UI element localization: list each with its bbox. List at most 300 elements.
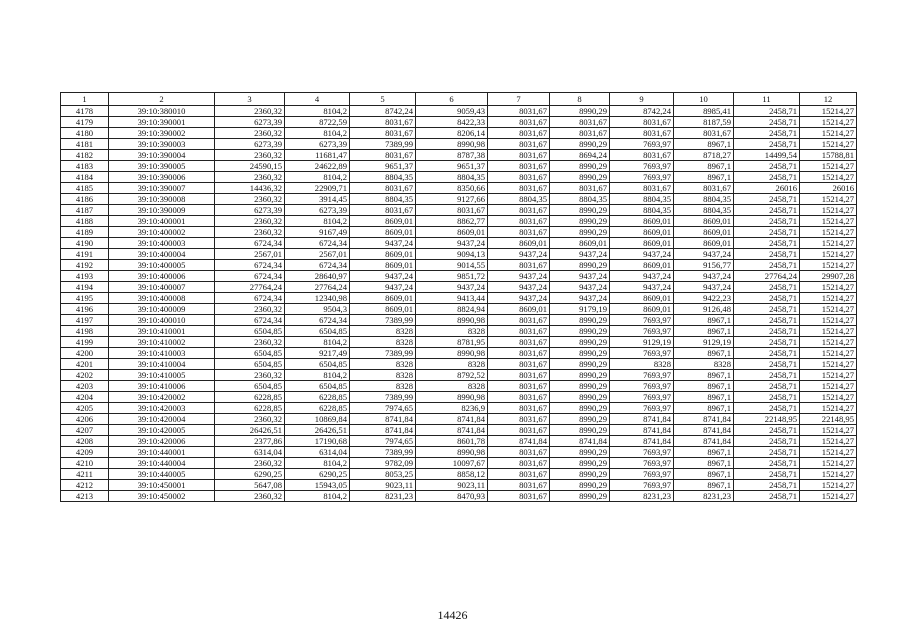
value-cell: 8609,01 (350, 304, 416, 315)
value-cell: 8967,1 (674, 381, 734, 392)
value-cell: 2458,71 (734, 282, 800, 293)
value-cell: 8231,23 (350, 491, 416, 502)
value-cell: 8328 (416, 326, 488, 337)
data-table-container (60, 92, 854, 502)
value-cell: 15214,27 (800, 260, 857, 271)
value-cell: 8781,95 (416, 337, 488, 348)
value-cell: 8031,67 (488, 458, 550, 469)
cadastral-number-cell: 39:10:380010 (109, 106, 215, 117)
value-cell: 8031,67 (488, 161, 550, 172)
value-cell: 15214,27 (800, 370, 857, 381)
table-row (61, 392, 857, 403)
value-cell: 2458,71 (734, 238, 800, 249)
value-cell: 8990,29 (550, 469, 610, 480)
value-cell: 8990,29 (550, 370, 610, 381)
table-row (61, 205, 857, 216)
value-cell: 8990,98 (416, 139, 488, 150)
cadastral-number-cell: 39:10:400002 (109, 227, 215, 238)
value-cell: 8104,2 (285, 458, 350, 469)
row-number-cell: 4178 (61, 106, 109, 117)
value-cell: 8741,84 (610, 436, 674, 447)
column-header: 7 (488, 93, 550, 106)
value-cell: 7693,97 (610, 161, 674, 172)
value-cell: 8990,29 (550, 106, 610, 117)
value-cell: 15214,27 (800, 194, 857, 205)
table-row (61, 491, 857, 502)
cadastral-number-cell: 39:10:390009 (109, 205, 215, 216)
value-cell: 8741,84 (674, 414, 734, 425)
row-number-cell: 4201 (61, 359, 109, 370)
value-cell: 9127,66 (416, 194, 488, 205)
value-cell: 6314,04 (285, 447, 350, 458)
value-cell: 9156,77 (674, 260, 734, 271)
value-cell: 2360,32 (215, 128, 285, 139)
cadastral-number-cell: 39:10:410003 (109, 348, 215, 359)
value-cell: 8031,67 (488, 139, 550, 150)
value-cell: 6273,39 (215, 117, 285, 128)
value-cell: 8031,67 (610, 117, 674, 128)
value-cell: 8031,67 (550, 183, 610, 194)
row-number-cell: 4185 (61, 183, 109, 194)
table-row (61, 326, 857, 337)
value-cell: 2360,32 (215, 370, 285, 381)
value-cell: 15214,27 (800, 139, 857, 150)
value-cell: 7693,97 (610, 381, 674, 392)
table-row (61, 238, 857, 249)
value-cell: 8609,01 (674, 227, 734, 238)
cadastral-number-cell: 39:10:390004 (109, 150, 215, 161)
value-cell: 8104,2 (285, 128, 350, 139)
value-cell: 8206,14 (416, 128, 488, 139)
value-cell: 8858,12 (416, 469, 488, 480)
value-cell: 8104,2 (285, 491, 350, 502)
table-row (61, 282, 857, 293)
value-cell: 15214,27 (800, 249, 857, 260)
row-number-cell: 4192 (61, 260, 109, 271)
value-cell: 8350,66 (416, 183, 488, 194)
value-cell: 9437,24 (350, 271, 416, 282)
value-cell: 8741,84 (610, 425, 674, 436)
value-cell: 8967,1 (674, 392, 734, 403)
value-cell: 6724,34 (285, 260, 350, 271)
value-cell: 8609,01 (610, 216, 674, 227)
value-cell: 6273,39 (215, 205, 285, 216)
cadastral-number-cell: 39:10:390005 (109, 161, 215, 172)
value-cell: 6724,34 (215, 293, 285, 304)
value-cell: 9437,24 (550, 293, 610, 304)
table-row (61, 425, 857, 436)
table-row (61, 348, 857, 359)
value-cell: 8104,2 (285, 106, 350, 117)
table-row (61, 447, 857, 458)
row-number-cell: 4206 (61, 414, 109, 425)
value-cell: 8742,24 (610, 106, 674, 117)
cadastral-number-cell: 39:10:410006 (109, 381, 215, 392)
value-cell: 15214,27 (800, 117, 857, 128)
value-cell: 9437,24 (488, 282, 550, 293)
value-cell: 8031,67 (488, 480, 550, 491)
cadastral-number-cell: 39:10:400007 (109, 282, 215, 293)
cadastral-number-cell: 39:10:440004 (109, 458, 215, 469)
value-cell: 6228,85 (215, 392, 285, 403)
value-cell: 22909,71 (285, 183, 350, 194)
value-cell: 8990,29 (550, 480, 610, 491)
value-cell: 8804,35 (488, 194, 550, 205)
value-cell: 7389,99 (350, 348, 416, 359)
value-cell: 6504,85 (215, 359, 285, 370)
value-cell: 8031,67 (488, 315, 550, 326)
value-cell: 15214,27 (800, 381, 857, 392)
value-cell: 8236,9 (416, 403, 488, 414)
value-cell: 6273,39 (285, 205, 350, 216)
row-number-cell: 4205 (61, 403, 109, 414)
value-cell: 7693,97 (610, 458, 674, 469)
value-cell: 6228,85 (285, 403, 350, 414)
value-cell: 2458,71 (734, 117, 800, 128)
cadastral-number-cell: 39:10:420002 (109, 392, 215, 403)
row-number-cell: 4198 (61, 326, 109, 337)
column-header: 8 (550, 93, 610, 106)
value-cell: 8792,52 (416, 370, 488, 381)
table-row (61, 293, 857, 304)
value-cell: 15214,27 (800, 227, 857, 238)
value-cell: 15788,81 (800, 150, 857, 161)
value-cell: 8104,2 (285, 370, 350, 381)
value-cell: 6724,34 (285, 315, 350, 326)
table-row (61, 161, 857, 172)
value-cell: 15214,27 (800, 403, 857, 414)
value-cell: 12340,98 (285, 293, 350, 304)
value-cell: 7693,97 (610, 403, 674, 414)
value-cell: 8722,59 (285, 117, 350, 128)
value-cell: 2360,32 (215, 216, 285, 227)
table-row (61, 337, 857, 348)
value-cell: 9437,24 (674, 249, 734, 260)
cadastral-number-cell: 39:10:420005 (109, 425, 215, 436)
value-cell: 8804,35 (350, 172, 416, 183)
value-cell: 15214,27 (800, 161, 857, 172)
value-cell: 8609,01 (610, 293, 674, 304)
value-cell: 8328 (350, 381, 416, 392)
cadastral-number-cell: 39:10:410005 (109, 370, 215, 381)
table-row (61, 315, 857, 326)
value-cell: 22148,95 (800, 414, 857, 425)
row-number-cell: 4194 (61, 282, 109, 293)
value-cell: 2458,71 (734, 304, 800, 315)
value-cell: 2458,71 (734, 359, 800, 370)
value-cell: 8104,2 (285, 216, 350, 227)
value-cell: 27764,24 (285, 282, 350, 293)
value-cell: 9059,43 (416, 106, 488, 117)
value-cell: 15214,27 (800, 491, 857, 502)
value-cell: 15214,27 (800, 106, 857, 117)
value-cell: 15214,27 (800, 128, 857, 139)
value-cell: 8031,67 (488, 172, 550, 183)
table-row (61, 458, 857, 469)
value-cell: 6504,85 (215, 381, 285, 392)
row-number-cell: 4208 (61, 436, 109, 447)
value-cell: 17190,68 (285, 436, 350, 447)
value-cell: 6504,85 (285, 381, 350, 392)
value-cell: 9437,24 (550, 271, 610, 282)
cadastral-number-cell: 39:10:400010 (109, 315, 215, 326)
table-row (61, 117, 857, 128)
value-cell: 2458,71 (734, 458, 800, 469)
row-number-cell: 4191 (61, 249, 109, 260)
value-cell: 6504,85 (285, 359, 350, 370)
value-cell: 7693,97 (610, 315, 674, 326)
table-row (61, 106, 857, 117)
value-cell: 6228,85 (285, 392, 350, 403)
value-cell: 8741,84 (610, 414, 674, 425)
value-cell: 8422,33 (416, 117, 488, 128)
value-cell: 8609,01 (610, 227, 674, 238)
value-cell: 8990,29 (550, 216, 610, 227)
value-cell: 7693,97 (610, 370, 674, 381)
table-row (61, 414, 857, 425)
value-cell: 8609,01 (610, 304, 674, 315)
value-cell: 8990,29 (550, 425, 610, 436)
value-cell: 2458,71 (734, 425, 800, 436)
value-cell: 6314,04 (215, 447, 285, 458)
value-cell: 2458,71 (734, 139, 800, 150)
value-cell: 9217,49 (285, 348, 350, 359)
value-cell: 8967,1 (674, 403, 734, 414)
value-cell: 2567,01 (285, 249, 350, 260)
value-cell: 8741,84 (488, 436, 550, 447)
column-header: 2 (109, 93, 215, 106)
table-row (61, 249, 857, 260)
value-cell: 8328 (416, 381, 488, 392)
value-cell: 8967,1 (674, 139, 734, 150)
value-cell: 8187,59 (674, 117, 734, 128)
value-cell: 7693,97 (610, 326, 674, 337)
cadastral-number-cell: 39:10:420004 (109, 414, 215, 425)
value-cell: 2458,71 (734, 469, 800, 480)
value-cell: 8031,67 (550, 128, 610, 139)
value-cell: 8031,67 (488, 414, 550, 425)
table-row (61, 370, 857, 381)
value-cell: 9023,11 (350, 480, 416, 491)
value-cell: 9782,09 (350, 458, 416, 469)
value-cell: 8990,29 (550, 139, 610, 150)
row-number-cell: 4209 (61, 447, 109, 458)
value-cell: 8031,67 (488, 425, 550, 436)
value-cell: 9179,19 (550, 304, 610, 315)
value-cell: 8031,67 (488, 205, 550, 216)
value-cell: 2360,32 (215, 106, 285, 117)
value-cell: 7974,65 (350, 436, 416, 447)
value-cell: 2458,71 (734, 227, 800, 238)
row-number-cell: 4188 (61, 216, 109, 227)
column-header: 5 (350, 93, 416, 106)
column-header: 10 (674, 93, 734, 106)
value-cell: 8031,67 (488, 359, 550, 370)
value-cell: 7389,99 (350, 315, 416, 326)
value-cell: 7693,97 (610, 469, 674, 480)
value-cell: 8741,84 (350, 425, 416, 436)
value-cell: 9651,37 (350, 161, 416, 172)
value-cell: 7693,97 (610, 348, 674, 359)
value-cell: 8990,98 (416, 315, 488, 326)
cadastral-number-cell: 39:10:400001 (109, 216, 215, 227)
value-cell: 9437,24 (674, 282, 734, 293)
row-number-cell: 4203 (61, 381, 109, 392)
table-header-row (61, 93, 857, 106)
cadastral-number-cell: 39:10:420003 (109, 403, 215, 414)
value-cell: 28640,97 (285, 271, 350, 282)
value-cell: 2458,71 (734, 370, 800, 381)
value-cell: 2458,71 (734, 403, 800, 414)
value-cell: 6504,85 (285, 326, 350, 337)
value-cell: 15214,27 (800, 359, 857, 370)
value-cell: 8967,1 (674, 469, 734, 480)
value-cell: 26426,51 (285, 425, 350, 436)
value-cell: 2458,71 (734, 315, 800, 326)
value-cell: 15214,27 (800, 447, 857, 458)
value-cell: 6724,34 (215, 260, 285, 271)
cadastral-number-cell: 39:10:400009 (109, 304, 215, 315)
value-cell: 8031,67 (350, 128, 416, 139)
value-cell: 8718,27 (674, 150, 734, 161)
value-cell: 9413,44 (416, 293, 488, 304)
row-number-cell: 4190 (61, 238, 109, 249)
column-header: 6 (416, 93, 488, 106)
value-cell: 8990,29 (550, 447, 610, 458)
value-cell: 26016 (800, 183, 857, 194)
value-cell: 8990,29 (550, 315, 610, 326)
row-number-cell: 4196 (61, 304, 109, 315)
value-cell: 8328 (610, 359, 674, 370)
table-row (61, 469, 857, 480)
column-header: 4 (285, 93, 350, 106)
value-cell: 8031,67 (488, 447, 550, 458)
value-cell: 2458,71 (734, 216, 800, 227)
table-row (61, 183, 857, 194)
value-cell: 8031,67 (488, 370, 550, 381)
value-cell: 15214,27 (800, 458, 857, 469)
cadastral-number-cell: 39:10:390002 (109, 128, 215, 139)
row-number-cell: 4184 (61, 172, 109, 183)
value-cell: 8031,67 (488, 392, 550, 403)
column-header: 11 (734, 93, 800, 106)
value-cell: 2360,32 (215, 304, 285, 315)
cadastral-number-cell: 39:10:390003 (109, 139, 215, 150)
table-row (61, 359, 857, 370)
value-cell: 8990,29 (550, 491, 610, 502)
value-cell: 9023,11 (416, 480, 488, 491)
value-cell: 15214,27 (800, 293, 857, 304)
row-number-cell: 4193 (61, 271, 109, 282)
value-cell: 8804,35 (350, 194, 416, 205)
value-cell: 6724,34 (215, 238, 285, 249)
value-cell: 10869,84 (285, 414, 350, 425)
row-number-cell: 4189 (61, 227, 109, 238)
value-cell: 14436,32 (215, 183, 285, 194)
value-cell: 15214,27 (800, 282, 857, 293)
value-cell: 15214,27 (800, 205, 857, 216)
value-cell: 8031,67 (488, 183, 550, 194)
value-cell: 9129,19 (610, 337, 674, 348)
value-cell: 7389,99 (350, 392, 416, 403)
column-header: 1 (61, 93, 109, 106)
value-cell: 2360,32 (215, 194, 285, 205)
value-cell: 8741,84 (674, 436, 734, 447)
value-cell: 6724,34 (285, 238, 350, 249)
row-number-cell: 4180 (61, 128, 109, 139)
value-cell: 2458,71 (734, 381, 800, 392)
value-cell: 8031,67 (488, 128, 550, 139)
value-cell: 9437,24 (488, 293, 550, 304)
value-cell: 8104,2 (285, 172, 350, 183)
value-cell: 8787,38 (416, 150, 488, 161)
value-cell: 8609,01 (350, 260, 416, 271)
table-row (61, 172, 857, 183)
value-cell: 8328 (350, 337, 416, 348)
value-cell: 8031,67 (550, 117, 610, 128)
value-cell: 8985,41 (674, 106, 734, 117)
value-cell: 8328 (674, 359, 734, 370)
value-cell: 15214,27 (800, 469, 857, 480)
value-cell: 8990,98 (416, 348, 488, 359)
value-cell: 2458,71 (734, 392, 800, 403)
value-cell: 8990,29 (550, 227, 610, 238)
value-cell: 2360,32 (215, 150, 285, 161)
value-cell: 7389,99 (350, 447, 416, 458)
value-cell: 8967,1 (674, 161, 734, 172)
row-number-cell: 4200 (61, 348, 109, 359)
value-cell: 26426,51 (215, 425, 285, 436)
value-cell: 9437,24 (350, 282, 416, 293)
value-cell: 8031,67 (488, 337, 550, 348)
table-row (61, 194, 857, 205)
value-cell: 6724,34 (215, 315, 285, 326)
value-cell: 8609,01 (488, 238, 550, 249)
column-header: 9 (610, 93, 674, 106)
value-cell: 8967,1 (674, 370, 734, 381)
value-cell: 8824,94 (416, 304, 488, 315)
value-cell: 8031,67 (488, 403, 550, 414)
value-cell: 2458,71 (734, 106, 800, 117)
row-number-cell: 4210 (61, 458, 109, 469)
value-cell: 7693,97 (610, 392, 674, 403)
value-cell: 2458,71 (734, 128, 800, 139)
cadastral-value-table (60, 92, 857, 502)
cadastral-number-cell: 39:10:440005 (109, 469, 215, 480)
row-number-cell: 4202 (61, 370, 109, 381)
value-cell: 8741,84 (674, 425, 734, 436)
value-cell: 8804,35 (610, 194, 674, 205)
value-cell: 8231,23 (674, 491, 734, 502)
value-cell: 8862,77 (416, 216, 488, 227)
value-cell: 6504,85 (215, 326, 285, 337)
value-cell: 2360,32 (215, 337, 285, 348)
value-cell: 8990,98 (416, 392, 488, 403)
value-cell: 6724,34 (215, 271, 285, 282)
value-cell: 29907,28 (800, 271, 857, 282)
value-cell: 6290,25 (215, 469, 285, 480)
value-cell: 8967,1 (674, 480, 734, 491)
cadastral-number-cell: 39:10:390008 (109, 194, 215, 205)
value-cell: 8741,84 (350, 414, 416, 425)
value-cell: 2458,71 (734, 447, 800, 458)
value-cell: 9437,24 (610, 282, 674, 293)
value-cell: 8804,35 (550, 194, 610, 205)
cadastral-number-cell: 39:10:410002 (109, 337, 215, 348)
cadastral-number-cell: 39:10:410001 (109, 326, 215, 337)
row-number-cell: 4204 (61, 392, 109, 403)
value-cell: 9014,55 (416, 260, 488, 271)
